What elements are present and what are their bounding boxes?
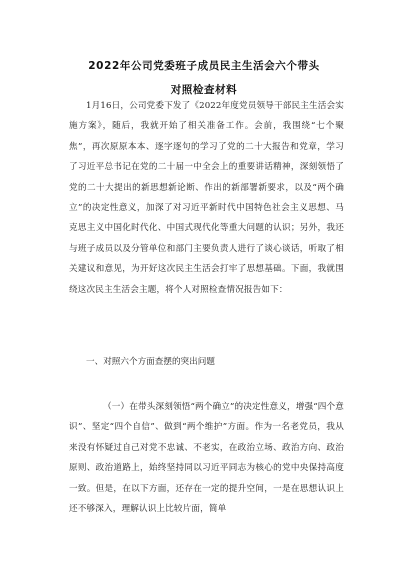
document-title-line-2: 对照检查材料 [170,84,238,96]
section-heading-text: 一、对照六个方面查摆的突出问题 [86,357,215,367]
body-paragraph-text: （一）在带头深刻领悟“两个确立”的决定性意义，增强“四个意识”、坚定“四个自信”、做到“两个维护”方面。作为一名老党员，我从来没有怀疑过自己对党不忠诚、不老实，在政治立场、政治方向、政治原则、政治道路上，始终坚持同以习近平同志为核心的党中央保持高度一致。但是，在以下方面，还存在一定的提升空间，一是在思想认识上还不够深入，理解认识上比较片面，简单 [69,402,344,515]
intro-paragraph-text: 1月16日，公司党委下发了《2022年度党员领导干部民主生活会实施方案》，随后，我就开始了相关准备工作。会前，我围绕“七个聚焦”，再次原原本本、逐字逐句的学习了党的二十大报告和党章，学习了习近平总书记在党的二十届一中全会上的重要讲话精神，深刻领悟了党的二十大提出的新思想新论断、作出的新部署新要求，以及“两个确立”的决定性意义，加深了对习近平新时代中国特色社会主义思想、马克思主义中国化时代化、中国式现代化等重大问题的认识；另外，我还与班子成员以及分管单位和部门主要负责人进行了谈心谈话，听取了相关建议和意见，为开好这次民主生活会打牢了思想基础。下面，我就围绕这次民主生活会主题，将个人对照检查情况报告如下： [69,101,344,295]
intro-paragraph [69,96,344,300]
document-title-line-1: 2022年公司党委班子成员民主生活会六个带头 [88,60,320,72]
section-heading [69,352,215,372]
body-paragraph [69,397,344,519]
